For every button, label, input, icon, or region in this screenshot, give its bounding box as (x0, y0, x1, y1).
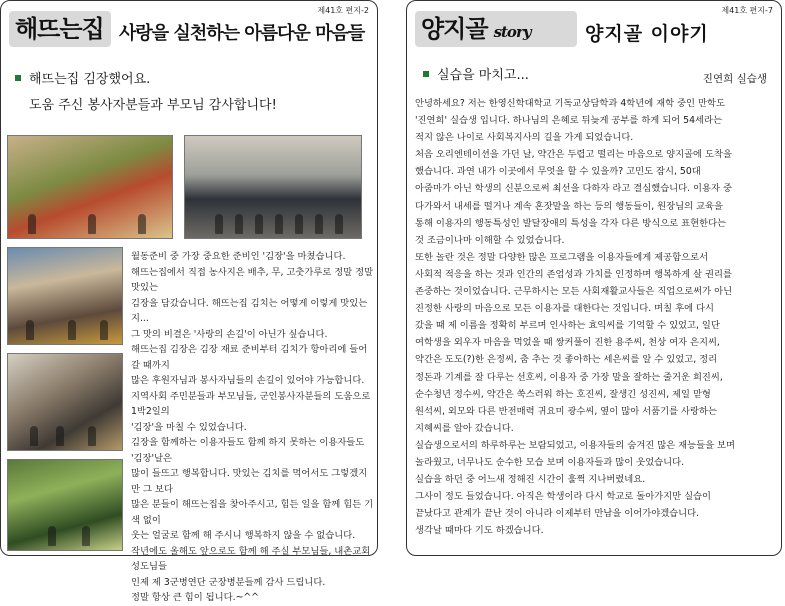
right-body-line: 했습니다. 과연 내가 이곳에서 무엇을 할 수 있을까? 고민도 잠시, 50대 (415, 166, 701, 178)
author-signature: 진연희 실습생 (702, 73, 767, 85)
right-body-line: 그사이 정도 들었습니다. 아직은 학생이라 다시 학교로 돌아가지만 실습이 (415, 491, 712, 503)
right-body-line: 진정한 사랑의 마음으로 모든 이용자를 대한다는 것입니다. 며칠 후에 다시 (415, 303, 714, 315)
left-issue-number: 제41호 편지-2 (317, 6, 369, 15)
right-issue-number: 제41호 편지-7 (721, 6, 773, 15)
left-body-line: 김장을 담갔습니다. 해뜨는집 김치는 어떻게 이렇게 맛있는지... (131, 297, 368, 324)
right-body-line: 실습을 하던 중 어느새 정해진 시간이 훌쩍 지나버렸네요. (415, 474, 646, 486)
left-body-line: 지역사회 주민분들과 부모님들, 군인봉사자분들의 도움으로 1박2일의 (131, 390, 371, 417)
right-body-line: 또한 놀란 것은 정말 다양한 많은 프로그램을 이용자들에게 제공함으로서 (415, 251, 709, 263)
cabbage-photo (7, 459, 123, 551)
left-body-line: 많이 들뜨고 행복합니다. 맛있는 김치를 먹어서도 그렇겠지만 그 보다 (131, 468, 368, 495)
right-body-line: 원석씨, 외모와 다른 반전매력 귀요미 광수씨, 옆이 많아 서품기를 사랑하는 (415, 405, 717, 417)
right-lead (423, 63, 529, 89)
right-body-line: 실습생으로서의 하루하루는 보람되었고, 이용자들의 숨겨진 많은 재능들을 보며 (415, 439, 736, 451)
left-body-line: 월동준비 중 가장 중요한 준비인 '김장'을 마쳤습니다. (131, 251, 346, 262)
cooking-photo (7, 247, 123, 345)
left-body-line: 정말 항상 큰 힘이 됩니다.~^^ (131, 592, 259, 603)
left-body-line: 많은 분들이 해뜨는집을 찾아주시고, 힘든 일을 함께 힘든 기색 없이 (131, 499, 374, 526)
bullet-icon (15, 75, 21, 81)
right-body-line: 적지 않은 나이로 사회복지사의 길을 가게 되었습니다. (415, 132, 634, 144)
right-body-line: 끝났다고 관계가 끝난 것이 아니라 이제부터 만남을 이어가야겠습니다. (415, 508, 700, 520)
outdoor-work-photo (7, 353, 123, 451)
right-body-line: 통해 이용자의 행동특성인 발달장애의 특성을 각자 다른 방식으로 표현한다는 (415, 217, 727, 229)
right-body-line: 순수청년 정수씨, 약간은 쑥스러워 하는 호진씨, 잘생긴 성진씨, 제일 맏형 (415, 388, 711, 400)
right-newsletter-page (406, 0, 782, 556)
right-brand-story: story (493, 23, 531, 41)
right-body-line: 여학생을 외우자 마음을 먹었을 때 쌍커풀이 진한 용주씨, 천상 여자 은지씨, (415, 337, 720, 349)
right-article-body (415, 95, 779, 539)
right-lead-line: 실습을 마치고... (437, 68, 529, 83)
right-body-line: 다가와서 내세를 떨거나 계속 혼잣말을 하는 등의 행동들이, 원장님의 교육을 (415, 200, 723, 212)
left-body-line: 많은 후원자님과 봉사자님들의 손길이 있어야 가능합니다. (131, 375, 365, 386)
left-lead-line-1: 해뜨는집 김장했어요. (29, 72, 151, 87)
right-body-line: 갔을 때 제 이름을 정확히 부르며 인사하는 효익씨를 기억할 수 있었고, 일단 (415, 320, 720, 332)
left-body-line: 해뜨는집에서 직접 농사지은 배추, 무, 고춧가루로 정말 정말 맛있는 (131, 266, 374, 293)
left-body-line: 그 맛의 비결은 '사랑의 손길'이 아닌가 싶습니다. (131, 328, 328, 340)
bullet-icon (423, 71, 429, 77)
left-lead (15, 67, 277, 119)
left-header (9, 5, 369, 51)
right-body-line: 처음 오리엔테이션을 가던 날, 약간은 두렵고 떨리는 마음으로 양지골에 도착을 (415, 149, 732, 161)
right-body-line: 약간은 도도(?)한 은정씨, 춤 추는 것 좋아하는 세은씨를 알 수 있었고, 정리 (415, 354, 718, 366)
right-body-line: 안녕하세요? 저는 한영신학대학교 기독교상담학과 4학년에 재학 중인 만학도 (415, 98, 725, 109)
left-lead-line-2: 도움 주신 봉사자분들과 부모님 감사합니다! (29, 98, 277, 113)
left-body-line: 인제 제 3군병연단 군장병분들께 감사 드립니다. (131, 576, 326, 588)
left-body-line: 해뜨는집 김장은 김장 재료 준비부터 김치가 항아리에 들어 갈 때까지 (131, 344, 368, 371)
right-body-line: 놀라웠고, 너무나도 순수한 모습 보며 이용자들과 많이 웃었습니다. (415, 456, 685, 468)
right-brand-label (415, 11, 577, 47)
left-article-body (131, 249, 375, 606)
left-newsletter-page (0, 0, 378, 603)
right-body-line: 존중하는 것이었습니다. 근무하시는 모든 사회재활교사들은 직업으로써가 아닌 (415, 286, 733, 298)
right-body-line: 생각날 때마다 기도 하겠습니다. (415, 525, 544, 537)
volunteer-group-photo (184, 135, 362, 239)
right-header (415, 5, 773, 51)
left-header-title: 사랑을 실천하는 아름다운 마음들 (119, 23, 365, 44)
left-body-line: '김장'을 마칠 수 있었습니다. (131, 421, 247, 433)
right-body-line: 정돈과 기계를 잘 다루는 선호씨, 이용자 중 가장 말을 잘하는 줄거운 희진씨, (415, 371, 723, 383)
right-body-line: 지혜씨를 알아 갔습니다. (415, 422, 514, 434)
right-body-line: 사회적 적응을 하는 것과 인간의 존엄성과 가치를 인정하며 행복하게 살 권리를 (415, 268, 732, 280)
right-body-line: 아줌마가 아닌 학생의 신분으로써 최선을 다하자 라고 결심했습니다. 이용자 중 (415, 183, 732, 195)
left-brand-label: 해뜨는집 (9, 11, 111, 47)
left-body-line: 작년에도 올해도 앞으로도 함께 해 주실 부모님들, 내촌교회 성도님들 (131, 545, 371, 572)
right-header-title: 양지골 이야기 (585, 23, 709, 45)
right-brand-name: 양지골 (421, 14, 488, 43)
left-body-line: 김장을 함께하는 이용자들도 함께 하지 못하는 이용자들도 '김장'날은 (131, 437, 365, 464)
kimchi-making-photo (7, 135, 173, 239)
right-body-line: '진연희' 실습생 입니다. 하나님의 은혜로 뒤늦게 공부를 하게 되어 54세라는 (415, 115, 722, 127)
left-body-line: 웃는 얼굴로 함께 해 주시니 행복하지 않을 수 없습니다. (131, 530, 356, 541)
right-body-line: 것 조금이나마 이해할 수 있었습니다. (415, 234, 565, 246)
